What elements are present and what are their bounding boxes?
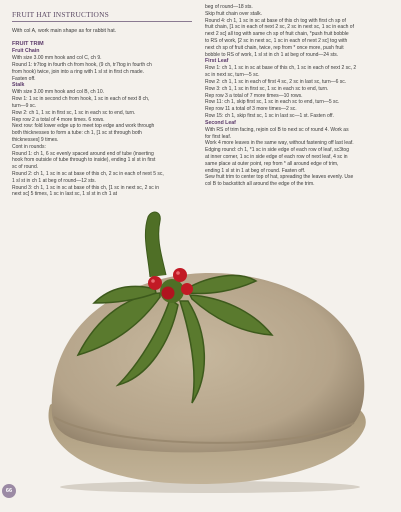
left-column [12,10,192,198]
berry-highlight [176,271,180,275]
stalk [145,212,166,277]
instruction-line: Row 15: ch 1, skip first sc, 1 sc in last sc—1 st. Fasten off. [205,112,334,119]
instruction-line: next 2 sc] all tog with same ch sp of fruit chain, *push fruit bobble [205,31,349,38]
berry [162,287,175,300]
first-leaf-title: First Leaf [205,58,229,65]
instruction-line: Row 11: ch 1, skip first sc, 1 sc in each sc to end, turn—5 sc. [205,99,340,106]
right-column [205,4,393,188]
instruction-line: bobble to RS of work, 1 sl st in ch 1 at beg of round—24 sts. [205,51,339,58]
instruction-line: Row 2: ch 1, 1 sc in first sc, 1 sc in each sc to end, turn. [12,109,136,116]
fruit-chain-title: Fruit Chain [12,48,40,55]
stalk-instructions [12,89,192,198]
instruction-line: hook from outside of tube through to inside), ending 1 sl st in first [12,157,156,164]
instruction-line: Row 1: ch 1, 1 sc in sc at base of this ch, 1 sc in each of next 2 sc, 2 [205,65,357,72]
round-4-instructions [205,4,393,58]
berry [148,276,162,290]
instruction-line: both thicknesses to form a tube: ch 1, [1 sc st through both [12,130,142,137]
instruction-line: 1 sl st in ch 1 at beg of round—12 sts. [12,177,96,184]
instruction-line: Next row: fold lower edge up to meet top edge and work through [12,123,155,130]
instruction-line: Round 1: ch 1, 6 sc evenly spaced around end of tube (inserting [12,150,154,157]
instruction-line: Fasten off. [12,75,36,82]
first-leaf-instructions [205,65,393,119]
intro-text: With col A, work main shape as for rabbit hat. [12,28,117,34]
stalk-title: Stalk [12,82,25,89]
instruction-line: Row 3: ch 1, 1 sc in first sc, 1 sc in each sc to end, turn. [205,85,329,92]
instruction-line: same place at outer point, rep from * all around edge of trim, [205,160,339,167]
instruction-line: for first leaf. [205,133,232,140]
instruction-line: Skip fruit chain over stalk. [205,10,262,17]
instruction-line: Edging round: ch 1, *1 sc in side edge of each row of leaf, sc3tog [205,147,349,154]
instruction-line: col B to backstitch all around the edge of the trim. [205,181,315,188]
instruction-line: Round 2: ch 1, 1 sc in sc at base of this ch, 2 sc in each of next 5 sc, [12,170,164,177]
berry [173,268,187,282]
section-title: FRUIT TRIM [12,41,44,48]
instruction-line: Row 1: 1 sc in second ch from hook, 1 sc in each of next 8 ch, [12,96,150,103]
instruction-line: With size 3.00 mm hook and col C, ch 9. [12,55,102,62]
instruction-line: to RS of work, [2 sc in next sc, 1 sc in each of next 2 sc] tog with [205,37,348,44]
instruction-line: at inner corner, 1 sc in side edge of each row of next leaf, 4 sc in [205,153,348,160]
instruction-line: Rep row 3 a total of 7 more times—10 rows. [205,92,303,99]
instruction-line: Round 1: tr7tog in fourth ch from hook, (9 ch, tr7tog in fourth ch [12,62,152,68]
fruit-chain-instructions [12,55,192,82]
page-number: 66 [2,484,16,498]
berry [181,283,193,295]
instruction-line: With size 3.00 mm hook and col B, ch 10. [12,89,104,96]
second-leaf-instructions [205,127,393,188]
instruction-line: Cont in rounds: [12,143,46,150]
instruction-line: With RS of trim facing, rejoin col B to next sc of round 4. Work as [205,126,349,133]
instruction-line: from hook) twice, join into a ring with 1 sl st in first ch made. [12,68,144,75]
instruction-line: next ch sp of fruit chain, twice, rep from * once more, push fruit [205,44,344,51]
instruction-line: ending 1 sl st in 1 at beg of round. Fasten off. [205,167,306,174]
instruction-line: sc in next sc, turn—5 sc. [205,72,260,79]
instruction-line: Sew fruit trim to center top of hat, spreading the leaves evenly. Use [205,174,354,181]
page-title: FRUIT HAT INSTRUCTIONS [12,10,192,22]
instruction-line: Row 2: ch 1, 1 sc in each of first 4 sc, 2 sc in last sc, turn—6 sc. [205,78,347,85]
instruction-line: Rep row 2 a total of 4 more times. 6 rows. [12,116,105,123]
instruction-line: thicknesses] 9 times. [12,136,59,143]
second-leaf-title: Second Leaf [205,119,236,126]
instruction-line: fruit chain, [1 sc in each of next 2 sc, 2 sc in next sc, 1 sc in each of [205,24,354,31]
instruction-line: sc of round. [12,164,39,171]
instruction-line: Round 3: ch 1, 1 sc in sc at base of this ch, [1 sc in next sc, 2 sc in [12,184,160,191]
instruction-line: turn—9 sc. [12,102,37,109]
instruction-line: Rep row 11 a total of 3 more times—2 sc. [205,106,297,113]
fruit-hat-photo [20,205,380,495]
instruction-line: Round 4: ch 1, 1 sc in sc at base of this ch tog with first ch sp of [205,17,346,24]
instruction-line: next sc] 5 times, 1 sc in last sc, 1 sl st in ch 1 at [12,191,118,198]
instruction-line: beg of round—18 sts. [205,4,253,10]
instruction-line: Work 4 more leaves in the same way, without fastening off last leaf. [205,140,354,147]
berry-highlight [151,279,155,283]
